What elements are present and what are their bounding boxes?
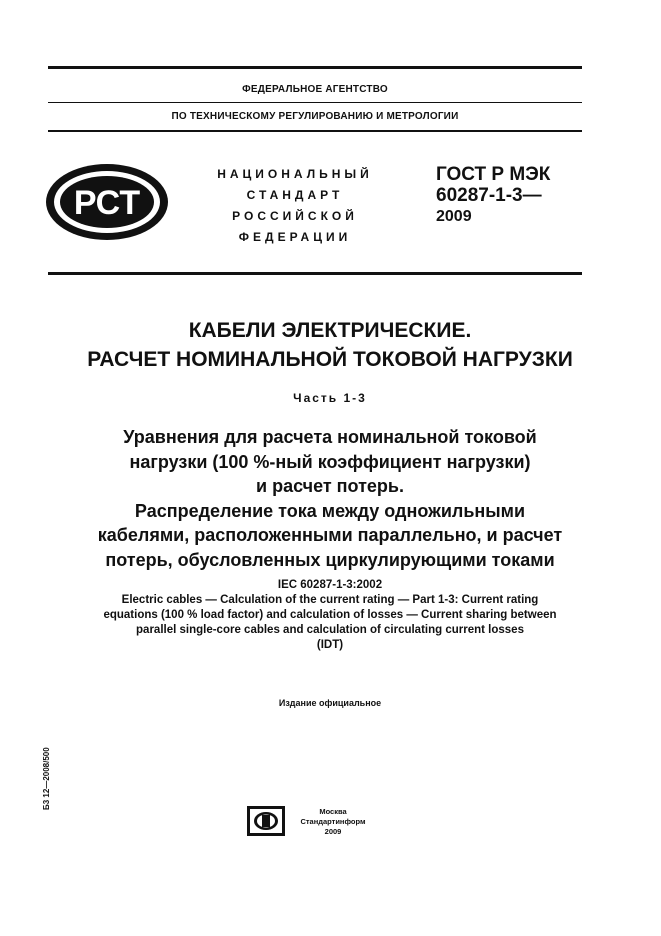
rst-logo-icon xyxy=(44,162,170,242)
iec-code: IEC 60287-1-3:2002 xyxy=(277,579,383,591)
gost-line-1: ГОСТ Р МЭК xyxy=(436,164,551,185)
standartinform-icon xyxy=(247,806,285,836)
subtitle-line-2: нагрузки (100 %-ный коэффициент нагрузки) xyxy=(129,451,531,472)
standard-type xyxy=(200,164,390,248)
agency-line-2: ПО ТЕХНИЧЕСКОМУ РЕГУЛИРОВАНИЮ И МЕТРОЛОГИИ xyxy=(171,111,459,122)
publisher-city: Москва xyxy=(319,807,347,816)
top-rule xyxy=(48,66,582,69)
iec-line-1: Electric cables — Calculation of the current rating — Part 1-3: Current rating xyxy=(121,594,539,606)
subtitle-line-6: потерь, обусловленных циркулирующими токами xyxy=(105,549,555,570)
subtitle-line-4: Распределение тока между одножильными xyxy=(134,500,526,521)
iec-reference xyxy=(40,578,620,653)
agency-divider xyxy=(48,102,582,103)
publisher-name: Стандартинформ xyxy=(300,817,366,826)
header-bottom-rule xyxy=(48,272,582,275)
standard-type-line-3: РОССИЙСКОЙ xyxy=(232,209,358,223)
gost-number xyxy=(436,164,550,206)
standard-type-line-2: СТАНДАРТ xyxy=(246,188,344,202)
subtitle-line-1: Уравнения для расчета номинальной токовой xyxy=(123,427,537,447)
subtitle xyxy=(40,425,620,572)
edition-label: Издание официальное xyxy=(278,698,382,708)
document-title xyxy=(40,316,620,374)
subtitle-line-5: кабелями, расположенными параллельно, и расчет xyxy=(97,525,563,545)
title-line-1: КАБЕЛИ ЭЛЕКТРИЧЕСКИЕ. xyxy=(188,319,472,342)
gost-year: 2009 xyxy=(436,208,472,225)
title-line-2: РАСЧЕТ НОМИНАЛЬНОЙ ТОКОВОЙ НАГРУЗКИ xyxy=(87,348,573,371)
part-label: Часть 1-3 xyxy=(293,391,367,405)
gost-line-2: 60287-1-3— xyxy=(436,185,542,206)
svg-text:РСТ: РСТ xyxy=(73,184,141,222)
iec-line-2: equations (100 % load factor) and calculation of losses — Current sharing between xyxy=(103,609,557,621)
agency-line-1: ФЕДЕРАЛЬНОЕ АГЕНТСТВО xyxy=(242,84,388,95)
agency-rule xyxy=(48,130,582,132)
side-code: Б3 12—2008/500 xyxy=(42,747,51,810)
standard-type-line-1: НАЦИОНАЛЬНЫЙ xyxy=(217,167,373,181)
standard-type-line-4: ФЕДЕРАЦИИ xyxy=(238,230,352,244)
publisher-year: 2009 xyxy=(324,827,342,836)
publisher-info xyxy=(288,807,378,837)
iec-line-3: parallel single-core cables and calculation of circulating current losses xyxy=(136,624,524,636)
subtitle-line-3: и расчет потерь. xyxy=(256,476,404,496)
iec-line-4: (IDT) xyxy=(316,639,344,651)
